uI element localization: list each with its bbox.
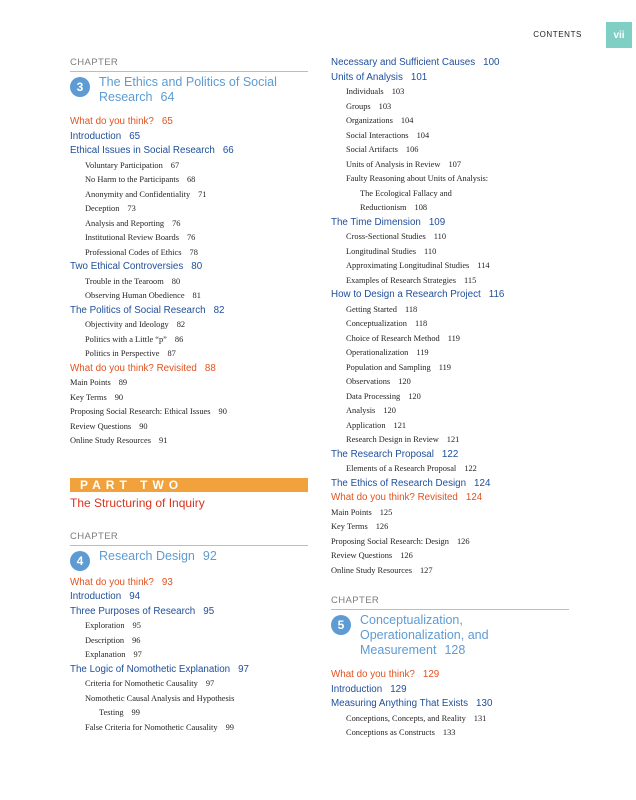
toc-entry-title: How to Design a Research Project: [331, 289, 481, 300]
toc-entry-title: The Ethics of Research Design: [331, 477, 467, 489]
chapter-3-entries: [70, 115, 308, 449]
toc-entry-page: 86: [174, 334, 184, 344]
toc-entry-title: Introduction: [70, 591, 122, 602]
toc-entry-title: Measuring Anything That Exists: [331, 698, 469, 709]
toc-entry-title: What do you think? Revisited: [331, 492, 458, 503]
toc-entry-title: Review Questions: [331, 551, 393, 560]
chapter-title: [99, 549, 217, 564]
toc-entry-page: 121: [446, 435, 460, 444]
page-number-tab: vii: [606, 22, 632, 48]
toc-entry: [331, 346, 569, 361]
toc-entry-title: Application: [346, 420, 386, 430]
toc-entry-title: Politics with a Little “p”: [85, 334, 167, 344]
toc-entry: [331, 172, 569, 187]
toc-entry: [331, 85, 569, 100]
toc-entry-title: What do you think?: [331, 669, 415, 680]
toc-entry-title: Ethical Issues in Social Research: [70, 145, 215, 156]
toc-entry-title: Cross-Sectional Studies: [346, 232, 426, 241]
running-header: CONTENTS: [533, 30, 582, 39]
toc-entry: [331, 230, 569, 245]
toc-entry-title: Online Study Resources: [70, 436, 151, 445]
chapter-title-line: [99, 90, 277, 105]
toc-entry: [70, 391, 308, 406]
toc-entry-page: 99: [131, 708, 140, 717]
left-column: [70, 56, 308, 735]
toc-entry-title: The Logic of Nomothetic Explanation: [70, 663, 231, 675]
toc-entry-page: 71: [198, 189, 207, 199]
toc-entry-page: 103: [391, 87, 405, 96]
toc-entry-page: 122: [441, 448, 459, 460]
chapter-title-line: Conceptualization,: [360, 613, 463, 627]
toc-entry-page: 67: [170, 160, 180, 170]
toc-entry-title: Main Points: [331, 507, 372, 517]
toc-entry: [70, 202, 308, 217]
toc-entry-page: 101: [410, 71, 428, 83]
toc-entry-page: 119: [447, 333, 460, 343]
chapter-5-heading: [331, 609, 569, 658]
toc-entry-title: Individuals: [346, 87, 384, 96]
part-two-bar: PART TWO: [70, 478, 308, 492]
toc-entry-page: 95: [132, 621, 141, 630]
toc-entry: [331, 419, 569, 434]
toc-entry: [70, 619, 308, 634]
toc-entry: [70, 692, 308, 707]
toc-entry: [70, 576, 308, 591]
toc-entry: [70, 289, 308, 304]
toc-entry-page: 120: [398, 377, 411, 386]
toc-entry-title: Data Processing: [346, 391, 401, 401]
toc-entry-title: Units of Analysis in Review: [346, 159, 441, 169]
toc-entry-page: 129: [390, 683, 407, 695]
toc-entry: [70, 144, 308, 159]
toc-entry-title: Main Points: [70, 378, 111, 387]
toc-entry-page: 65: [129, 130, 141, 142]
toc-entry: [331, 683, 569, 698]
toc-entry: [331, 448, 569, 463]
toc-entry: [331, 114, 569, 129]
chapter-page: 128: [444, 643, 466, 657]
toc-entry: [70, 275, 308, 290]
toc-entry-page: 110: [424, 246, 437, 256]
toc-entry-title: Approximating Longitudinal Studies: [346, 261, 470, 270]
toc-entry-title: Review Questions: [70, 421, 132, 431]
part-title: The Structuring of Inquiry: [70, 495, 205, 510]
toc-entry: [70, 217, 308, 232]
toc-entry-page: 110: [433, 232, 447, 241]
toc-entry: [331, 668, 569, 683]
toc-entry-title: The Politics of Social Research: [70, 304, 206, 316]
toc-entry-title: What do you think? Revisited: [70, 362, 197, 374]
toc-entry-page: 80: [171, 276, 181, 286]
toc-entry: [331, 390, 569, 405]
toc-entry-title: No Harm to the Participants: [85, 175, 179, 184]
toc-entry-title: Politics in Perspective: [85, 349, 160, 358]
toc-entry-page: 126: [375, 522, 389, 531]
toc-entry: [70, 130, 308, 145]
toc-entry-page: 119: [416, 348, 429, 357]
toc-entry-title: Two Ethical Controversies: [70, 261, 184, 272]
toc-entry-title: Observations: [346, 377, 391, 386]
toc-entry-page: 99: [225, 722, 234, 732]
toc-entry-page: 104: [416, 130, 430, 140]
toc-entry-title: Anonymity and Confidentiality: [85, 189, 191, 199]
toc-entry-title: What do you think?: [70, 116, 154, 127]
chapter-title-text: Measurement: [360, 643, 437, 657]
toc-entry-page: 127: [419, 565, 433, 575]
toc-entry-title: Social Interactions: [346, 130, 409, 140]
toc-entry-title: Institutional Review Boards: [85, 233, 179, 242]
chapter-title-line: Operationalization, and: [360, 628, 489, 642]
toc-entry-title: Proposing Social Research: Ethical Issues: [70, 407, 211, 416]
toc-entry-page: 66: [222, 145, 234, 156]
chapter-4-entries: [70, 576, 308, 736]
chapter-4-heading: [70, 545, 308, 571]
toc-entry: [331, 143, 569, 158]
chapter-page: 64: [160, 90, 175, 104]
toc-entry: [331, 303, 569, 318]
toc-entry-page: 73: [127, 204, 136, 213]
toc-entry-page: 120: [408, 391, 421, 401]
toc-entry-page: 104: [400, 116, 414, 125]
toc-entry-page: 109: [428, 216, 446, 228]
toc-entry-page: 81: [192, 291, 201, 300]
toc-entry-title: Organizations: [346, 116, 393, 125]
toc-entry: [331, 245, 569, 260]
toc-entry-page: 89: [118, 378, 128, 387]
toc-entry-title: Objectivity and Ideology: [85, 320, 169, 329]
chapter-number-badge: 3: [70, 77, 90, 97]
toc-entry: [331, 433, 569, 448]
toc-entry: [70, 318, 308, 333]
toc-entry-page: 90: [139, 421, 148, 431]
toc-entry-page: 95: [203, 605, 215, 617]
toc-entry-title: Units of Analysis: [331, 71, 403, 83]
toc-entry: [331, 506, 569, 521]
toc-entry-title: Social Artifacts: [346, 145, 398, 154]
toc-entry-page: 122: [464, 464, 477, 473]
toc-entry: [331, 361, 569, 376]
toc-entry-page: 133: [442, 728, 456, 737]
toc-entry-title: Three Purposes of Research: [70, 605, 196, 617]
toc-entry-page: 87: [167, 349, 176, 358]
toc-entry-page: 116: [488, 289, 505, 300]
toc-entry-title: Analysis: [346, 406, 376, 415]
toc-entry-title: Choice of Research Method: [346, 333, 440, 343]
toc-entry-title: Conceptions as Constructs: [346, 728, 435, 737]
toc-entry-title: Elements of a Research Proposal: [346, 464, 457, 473]
toc-entry: [70, 634, 308, 649]
toc-entry-title: The Time Dimension: [331, 216, 421, 228]
toc-entry: [331, 288, 569, 303]
toc-entry: [331, 462, 569, 477]
toc-entry-title: The Research Proposal: [331, 448, 434, 460]
toc-entry-page: 82: [213, 304, 225, 316]
toc-entry: [331, 520, 569, 535]
toc-entry: [331, 697, 569, 712]
toc-entry: [70, 260, 308, 275]
toc-entry-title: Groups: [346, 101, 371, 111]
chapter-title-line: [360, 643, 489, 658]
toc-entry: [70, 376, 308, 391]
toc-entry-page: 120: [383, 406, 396, 415]
toc-entry-title: Getting Started: [346, 304, 397, 314]
toc-entry-title: Voluntary Participation: [85, 160, 163, 170]
toc-entry-page: 106: [405, 145, 419, 154]
toc-entry: [331, 726, 569, 741]
toc-entry: [70, 333, 308, 348]
toc-entry: [70, 246, 308, 261]
toc-entry-title: Operationalization: [346, 348, 409, 357]
toc-entry-page: 78: [189, 247, 198, 257]
toc-entry-title: The Ecological Fallacy and: [360, 188, 452, 198]
toc-entry: [331, 56, 569, 71]
toc-entry-title: Conceptualization: [346, 319, 407, 328]
chapter-title-line: [99, 549, 217, 564]
toc-entry-title: Testing: [99, 708, 124, 717]
toc-entry-title: Introduction: [70, 130, 122, 142]
toc-entry: [70, 434, 308, 449]
chapter-label: CHAPTER: [331, 595, 380, 606]
toc-entry: [70, 677, 308, 692]
toc-entry: [70, 304, 308, 319]
toc-entry-title: Introduction: [331, 683, 383, 695]
toc-entry-title: Criteria for Nomothetic Causality: [85, 679, 198, 688]
toc-entry-title: Key Terms: [70, 392, 107, 402]
toc-entry-title: Faulty Reasoning about Units of Analysis:: [346, 174, 489, 183]
toc-entry: [331, 187, 569, 202]
toc-entry: [331, 259, 569, 274]
toc-entry-title: Online Study Resources: [331, 565, 412, 575]
toc-entry: [331, 564, 569, 579]
toc-entry: [70, 590, 308, 605]
toc-entry-title: Conceptions, Concepts, and Reality: [346, 713, 466, 723]
toc-entry-title: Observing Human Obedience: [85, 291, 185, 300]
toc-entry-page: 88: [204, 362, 216, 374]
toc-entry-title: Trouble in the Tearoom: [85, 276, 164, 286]
toc-entry: [70, 173, 308, 188]
chapter-3-heading: [70, 71, 308, 105]
chapter-title-line: The Ethics and Politics of Social: [99, 75, 277, 89]
toc-entry: [70, 605, 308, 620]
toc-entry: [331, 404, 569, 419]
toc-entry-page: 114: [477, 261, 490, 270]
toc-entry: [331, 100, 569, 115]
chapter-title: [360, 613, 489, 658]
chapter-4-continued: [331, 56, 569, 578]
toc-entry-title: Key Terms: [331, 522, 368, 531]
toc-entry: [331, 216, 569, 231]
chapter-label: CHAPTER: [70, 57, 119, 68]
chapter-label: CHAPTER: [70, 530, 119, 542]
toc-entry-page: 97: [238, 663, 250, 675]
toc-entry: [331, 477, 569, 492]
toc-entry: [331, 71, 569, 86]
toc-entry-title: What do you think?: [70, 576, 154, 588]
toc-entry: [70, 663, 308, 678]
toc-entry: [331, 375, 569, 390]
toc-entry: [70, 159, 308, 174]
toc-entry-page: 90: [114, 392, 124, 402]
toc-entry-page: 90: [218, 407, 227, 416]
toc-entry-title: Examples of Research Strategies: [346, 275, 456, 285]
toc-entry-page: 100: [483, 57, 500, 68]
toc-entry: [70, 706, 308, 721]
chapter-number-badge: 4: [70, 551, 90, 571]
toc-entry-page: 80: [191, 261, 203, 272]
toc-entry: [331, 332, 569, 347]
toc-entry-page: 107: [448, 159, 462, 169]
toc-entry-title: Longitudinal Studies: [346, 246, 417, 256]
toc-entry-title: Description: [85, 635, 125, 645]
toc-entry-page: 97: [205, 679, 215, 688]
toc-entry: [331, 317, 569, 332]
toc-entry-page: 76: [172, 218, 181, 228]
toc-entry: [331, 274, 569, 289]
right-column: [331, 56, 569, 741]
toc-entry-title: Proposing Social Research: Design: [331, 536, 449, 546]
chapter-5-entries: [331, 668, 569, 741]
toc-entry-title: Professional Codes of Ethics: [85, 247, 182, 257]
toc-entry: [331, 129, 569, 144]
toc-entry-page: 103: [378, 101, 392, 111]
toc-entry-page: 121: [393, 420, 407, 430]
toc-entry-page: 65: [161, 116, 173, 127]
toc-entry-page: 108: [414, 203, 428, 212]
chapter-page: 92: [202, 548, 217, 563]
chapter-number-badge: 5: [331, 615, 351, 635]
toc-entry-page: 130: [476, 698, 493, 709]
toc-entry-page: 126: [456, 536, 470, 546]
toc-entry: [70, 362, 308, 377]
toc-entry-page: 125: [379, 507, 393, 517]
toc-entry: [70, 115, 308, 130]
toc-entry-page: 68: [186, 175, 196, 184]
toc-entry-title: Population and Sampling: [346, 362, 431, 372]
chapter-title-text: Research Design: [99, 548, 195, 563]
toc-entry-page: 115: [464, 275, 477, 285]
toc-entry-page: 124: [465, 492, 483, 503]
toc-entry-title: Nomothetic Causal Analysis and Hypothesis: [85, 693, 235, 703]
toc-entry: [331, 201, 569, 216]
toc-entry-page: 97: [133, 650, 142, 659]
toc-entry: [70, 188, 308, 203]
toc-entry-page: 96: [132, 635, 141, 645]
toc-entry: [70, 721, 308, 736]
toc-entry: [70, 648, 308, 663]
toc-entry: [331, 491, 569, 506]
toc-entry-title: False Criteria for Nomothetic Causality: [85, 722, 218, 732]
toc-entry: [70, 420, 308, 435]
toc-entry-page: 118: [404, 304, 418, 314]
toc-entry: [331, 549, 569, 564]
toc-entry-page: 76: [186, 233, 196, 242]
toc-entry-page: 93: [161, 576, 173, 588]
toc-entry-title: Exploration: [85, 621, 125, 630]
toc-entry-page: 129: [422, 669, 440, 680]
toc-entry-page: 91: [158, 436, 168, 445]
chapter-title-text: Research: [99, 90, 153, 104]
toc-entry: [70, 347, 308, 362]
toc-entry-page: 131: [473, 713, 487, 723]
toc-entry-title: Research Design in Review: [346, 435, 439, 444]
toc-entry-title: Reductionism: [360, 203, 407, 212]
toc-entry-page: 126: [400, 551, 413, 560]
toc-entry-page: 94: [129, 591, 141, 602]
toc-entry-title: Necessary and Sufficient Causes: [331, 57, 476, 68]
toc-entry: [331, 158, 569, 173]
toc-entry: [70, 231, 308, 246]
toc-entry: [70, 405, 308, 420]
toc-entry-title: Analysis and Reporting: [85, 218, 165, 228]
toc-entry-page: 119: [438, 362, 451, 372]
toc-entry-title: Deception: [85, 204, 120, 213]
toc-entry-page: 118: [414, 319, 428, 328]
toc-entry-page: 82: [176, 320, 186, 329]
chapter-title: [99, 75, 277, 105]
toc-entry: [331, 535, 569, 550]
toc-entry-title: Explanation: [85, 650, 126, 659]
toc-entry-page: 124: [474, 477, 491, 489]
toc-entry: [331, 712, 569, 727]
